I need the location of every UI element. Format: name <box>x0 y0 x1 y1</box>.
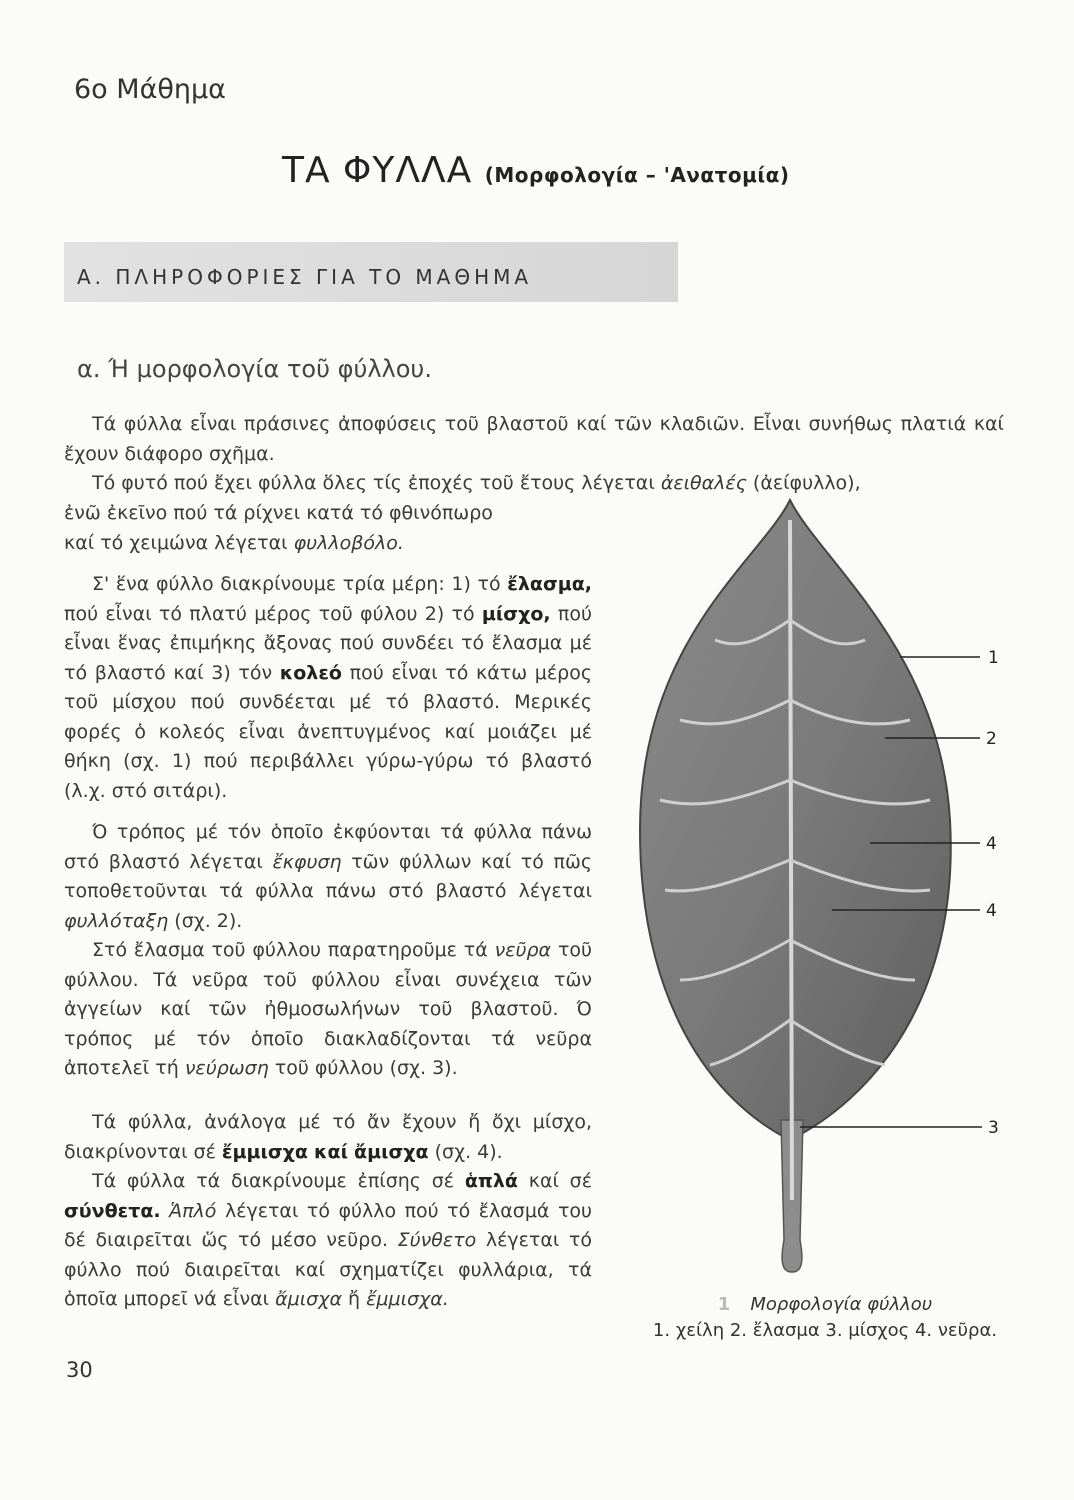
p5-text-b: τοῦ φύλλου. Τά νεῦρα τοῦ φύλλου εἶναι συνέχεια τῶν ἀγγείων καί τῶν ἠθμοσωλήνων τοῦ βλαστοῦ. Ό τρόπος μέ τόν ὁποῖο διακλαδίζονται τά νεῦρα ἀποτελεῖ τή <box>64 939 592 1079</box>
term-petiole: μίσχο, <box>481 602 551 625</box>
figure-label-1: 1 <box>988 648 999 668</box>
p4-text-c: (σχ. 2). <box>174 909 243 932</box>
p5-text-c: τοῦ φύλλου (σχ. 3). <box>274 1057 458 1079</box>
term-petiolate-it: ἔμμισχα. <box>366 1288 449 1310</box>
page-number: 30 <box>66 1358 93 1382</box>
term-blade: ἔλασμα, <box>507 573 592 595</box>
term-sessile: ἄμισχα <box>354 1140 429 1163</box>
figure-label-2: 2 <box>986 729 997 749</box>
p7-text-e: λέγεται τό φύλλο πού διαιρεῖται καί σχηματίζει φυλλάρια, τά ὁποῖα μπορεῖ νά εἶναι <box>64 1229 592 1310</box>
figure-label-3: 3 <box>988 1118 999 1138</box>
p6-text-d: (σχ. 4). <box>434 1140 503 1163</box>
term-compound-it: Σύνθετο <box>397 1229 477 1251</box>
p7-text-d: λέγεται τό φύλλο πού τό ἔλασμά του δέ διαιρεῖται ὥς τό μέσο νεῦρο. <box>64 1199 592 1251</box>
p2-text: Τό φυτό πού ἔχει φύλλα ὅλες τίς ἐποχές τοῦ ἔτους λέγεται <box>92 472 655 494</box>
p2-text-b: (ἀείφυλλο), <box>752 472 861 494</box>
p4-text-a: Ό τρόπος μέ τόν ὁποῖο ἐκφύονται τά φύλλα πάνω στό βλαστό λέγεται <box>64 821 592 873</box>
term-compound: σύνθετα. <box>64 1199 161 1222</box>
term-emergence: ἔκφυση <box>272 850 342 873</box>
p5-text-a: Στό ἔλασμα τοῦ φύλλου παρατηροῦμε τά <box>92 939 488 961</box>
lesson-number: 6ο Μάθημα <box>74 74 226 105</box>
term-simple: ἁπλά <box>464 1170 518 1192</box>
term-petiolate: ἔμμισχα <box>221 1140 308 1163</box>
paragraph-1: Τά φύλλα εἶναι πράσινες ἀποφύσεις τοῦ βλαστοῦ καί τῶν κλαδιῶν. Εἶναι συνήθως πλατιά καί ἔχουν διάφορο σχῆμα. <box>64 413 1004 465</box>
figure-caption <box>620 1292 1030 1344</box>
p2-term-deciduous: φυλλοβόλο. <box>293 531 404 554</box>
p6-text-a: Τά φύλλα, ἀνάλογα μέ τό ἄν ἔχουν ἤ ὄχι μίσχο, διακρίνονται σέ <box>64 1111 592 1163</box>
section-heading: Α. ΠΛΗΡΟΦΟΡΙΕΣ ΓΙΑ ΤΟ ΜΑΘΗΜΑ <box>77 265 533 289</box>
figure-label-4a: 4 <box>986 834 997 854</box>
title-main: ΤΑ ΦΥΛΛΑ <box>282 150 473 191</box>
term-venation: νεύρωση <box>184 1057 269 1079</box>
term-simple-it: Ἁπλό <box>169 1199 217 1222</box>
term-sheath: κολεό <box>279 661 342 684</box>
p2-text-d: καί τό χειμώνα λέγεται <box>64 531 288 554</box>
leaf-blade <box>640 500 951 1140</box>
figure-label-4b: 4 <box>986 901 997 921</box>
caption-legend: 1. χείλη 2. ἔλασμα 3. μίσχος 4. νεῦρα. <box>652 1320 998 1341</box>
title-subtitle: (Μορφολογία – 'Ανατομία) <box>484 163 790 187</box>
caption-title: Μορφολογία φύλλου <box>750 1294 933 1315</box>
term-sessile-it: ἄμισχα <box>275 1288 342 1310</box>
p2-text-c: ἐνῶ ἐκεῖνο πού τά ρίχνει κατά τό φθινόπωρο <box>64 502 493 524</box>
p4-text-b: τῶν φύλλων καί τό πῶς τοποθετοῦνται τά φύλλα πάνω στό βλαστό λέγεται <box>64 850 593 902</box>
p7-text-f: ἤ <box>348 1288 361 1310</box>
p6-text-c: καί <box>314 1140 348 1163</box>
term-veins: νεῦρα <box>494 939 552 961</box>
p3-text-e: πού εἶναι τό κάτω μέρος τοῦ μίσχου πού συνδέεται μέ τό βλαστό. Μερικές φορές ὁ κολεός εἶναι ἀνεπτυγμένος καί μοιάζει μέ θήκη (σχ. 1) πού περιβάλλει γύρω-γύρω τό βλαστό (λ.χ. στό σιτάρι). <box>64 661 592 802</box>
p3-text-d: πού εἶναι ἕνας ἐπιμήκης ἄξονας πού συνδέει τό ἔλασμα μέ τό βλαστό καί 3) τόν <box>64 602 592 684</box>
subheading: α. Ή μορφολογία τοῦ φύλλου. <box>77 355 432 383</box>
p3-text-c: πού εἶναι τό πλατύ μέρος τοῦ φύλου 2) τό <box>64 602 475 625</box>
figure-number: 1 <box>717 1294 731 1315</box>
p7-text-c: καί σέ <box>528 1170 592 1192</box>
p7-text-a: Τά φύλλα τά διακρίνουμε ἐπίσης σέ <box>92 1170 455 1192</box>
p3-text-a: Σ' ἕνα φύλλο διακρίνουμε τρία μέρη: 1) τό <box>92 573 501 595</box>
term-phyllotaxis: φυλλόταξη <box>64 909 169 932</box>
p2-term-evergreen: ἀειθαλές <box>660 472 747 494</box>
